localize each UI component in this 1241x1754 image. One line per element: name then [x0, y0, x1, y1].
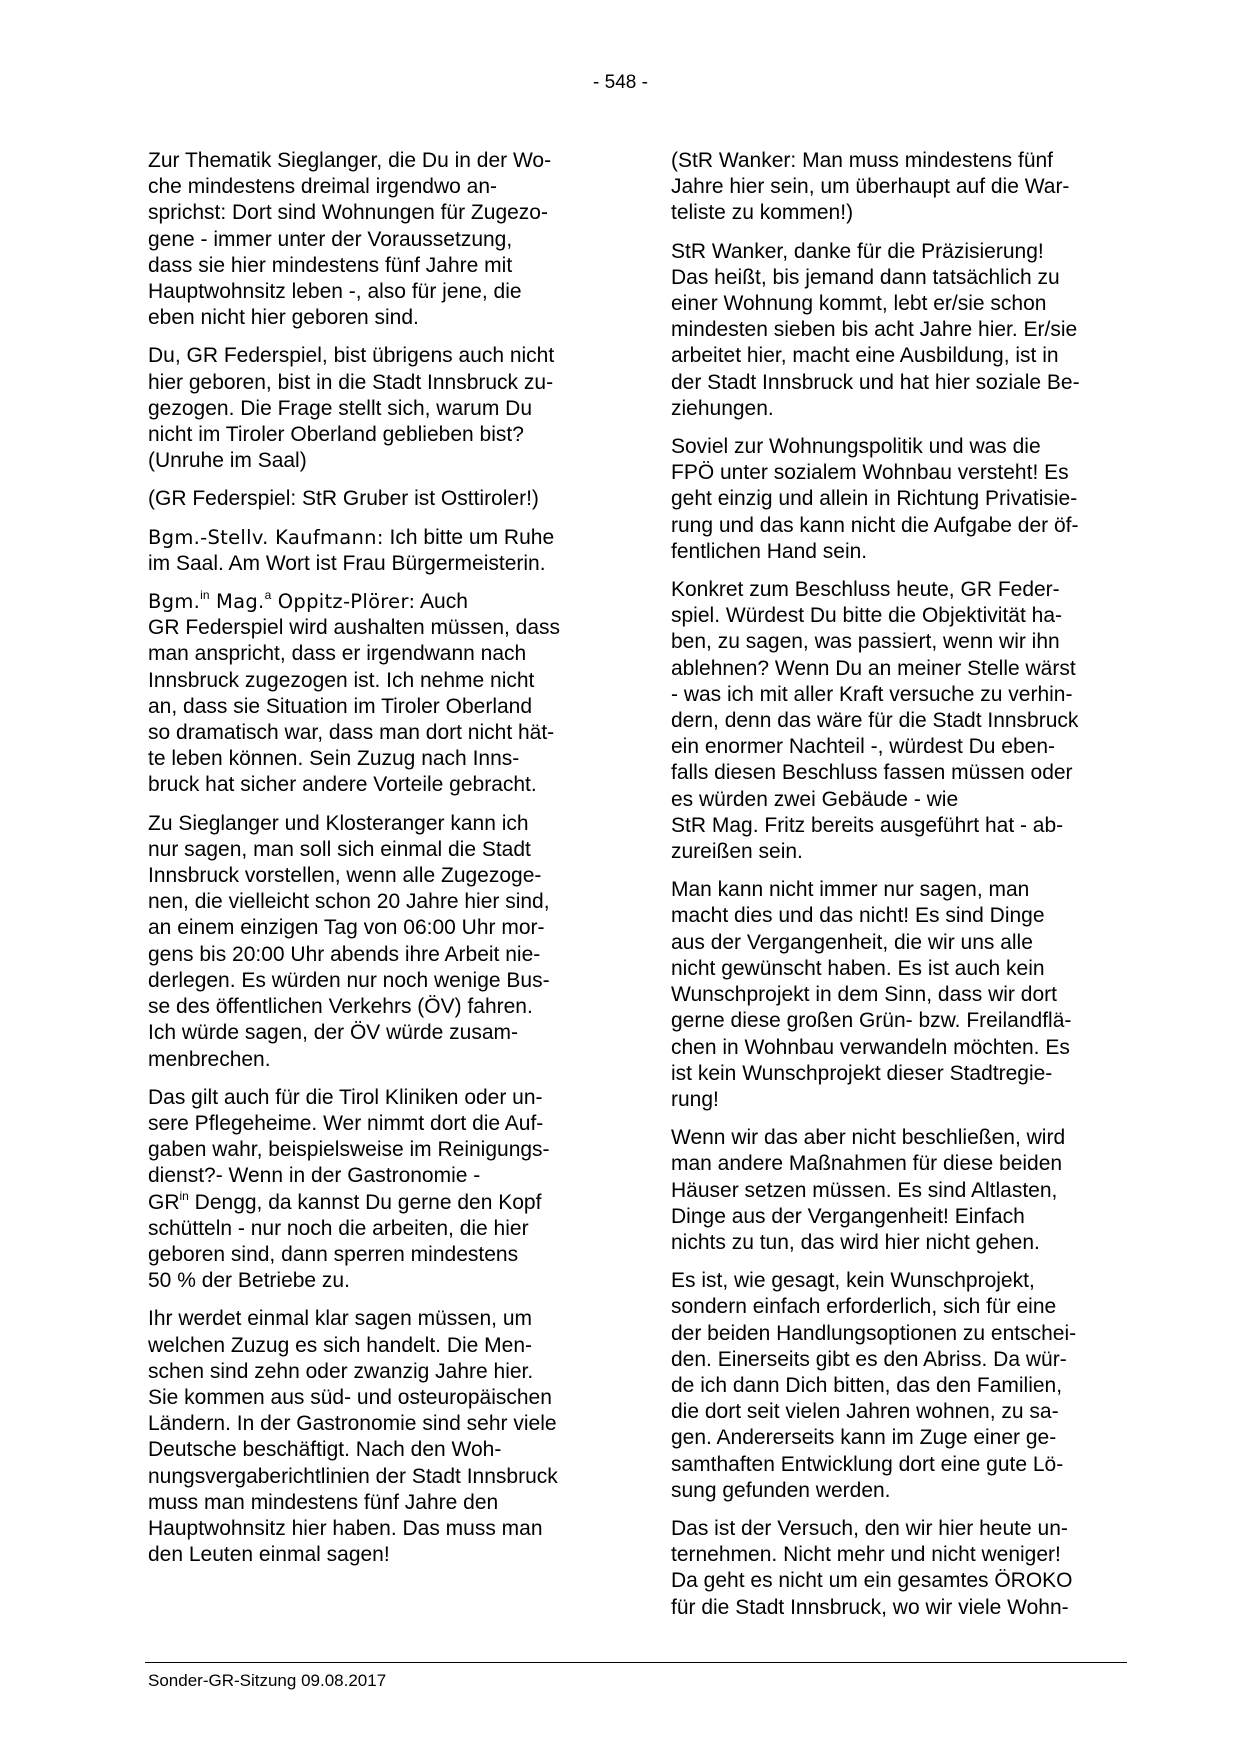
speech-text: Auch GR Federspiel wird aushalten müssen, dass man anspricht, dass er irgendwann nach Innsbruck zugezogen ist. Ich nehme nicht an, dass sie Situation im Tiroler Oberland so dramatisch war, dass man dort nicht hät- te leben können. Sein Zuzug nach Inns- bruck hat sicher andere Vorteile gebracht. [148, 590, 561, 797]
paragraph: Zur Thematik Sieglanger, die Du in der Wo- che mindestens dreimal irgendwo an- sprichst: Dort sind Wohnungen für Zugezo- gene - immer unter der Voraussetzung, dass sie hier mindestens fünf Jahre mit Hauptwohnsitz leben -, also für jene, die eben nicht hier geboren sind. [148, 149, 552, 330]
paragraph: Das ist der Versuch, den wir hier heute un- ternehmen. Nicht mehr und nicht weniger! Da geht es nicht um ein gesamtes ÖROKO für die Stadt Innsbruck, wo wir viele Wohn- [671, 1516, 1073, 1619]
paragraph: StR Wanker, danke für die Präzisierung! Das heißt, bis jemand dann tatsächlich zu einer Wohnung kommt, lebt er/sie schon mindesten sieben bis acht Jahre hier. Er/sie arbeitet hier, macht eine Ausbildung, ist in der Stadt Innsbruck und hat hier soziale Be- ziehungen. [671, 239, 1080, 420]
speaker-paragraph [148, 525, 603, 577]
paragraph: Ihr werdet einmal klar sagen müssen, um welchen Zuzug es sich handelt. Die Men- schen sind zehn oder zwanzig Jahre hier. Sie kommen aus süd- und osteuropäischen Ländern. In der Gastronomie sind sehr viele Deutsche beschäftigt. Nach den Woh- nungsvergaberichtlinien der Stadt Innsbruck muss man mindestens fünf Jahre den Hauptwohnsitz hier haben. Das muss man den Leuten einmal sagen! [148, 1307, 558, 1567]
speaker-name-part: Mag. [209, 590, 265, 614]
paragraph: Konkret zum Beschluss heute, GR Feder- spiel. Würdest Du bitte die Objektivität ha- ben, zu sagen, was passiert, wenn wir ihn ablehnen? Wenn Du an meiner Stelle wärst - was ich mit aller Kraft versuche zu verhin- dern, denn das wäre für die Stadt Innsbruck ein enormer Nachteil -, würdest Du eben- falls diesen Beschluss fassen müssen oder es würden zwei Gebäude - wie StR Mag. Fritz bereits ausgeführt hat - ab- zureißen sein. [671, 578, 1079, 864]
speaker-name-part: Oppitz-Plörer: [271, 590, 416, 614]
paragraph: Es ist, wie gesagt, kein Wunschprojekt, sondern einfach erforderlich, sich für eine der beiden Handlungsoptionen zu entschei- den. Einerseits gibt es den Abriss. Da wür- de ich dann Dich bitten, das den Familien, die dort seit vielen Jahren wohnen, zu sa- gen. Andererseits kann im Zuge einer ge- samthaften Entwicklung dort eine gute Lö- sung gefunden werden. [671, 1269, 1077, 1502]
superscript: in [179, 1188, 189, 1203]
speaker-name-part: Bgm. [148, 590, 201, 614]
speaker-paragraph [148, 589, 603, 799]
paragraph: Zu Sieglanger und Klosteranger kann ich nur sagen, man soll sich einmal die Stadt Innsbruck vorstellen, wenn alle Zugezoge- nen, die vielleicht schon 20 Jahre hier sind, an einem einzigen Tag von 06:00 Uhr mor- gens bis 20:00 Uhr abends ihre Arbeit nie- derlegen. Es würden nur noch wenige Bus- se des öffentlichen Verkehrs (ÖV) fahren. Ich würde sagen, der ÖV würde zusam- menbrechen. [148, 811, 550, 1071]
paragraph [148, 1085, 603, 1295]
footer-divider [145, 1662, 1127, 1663]
paragraph: Soviel zur Wohnungspolitik und was die FPÖ unter sozialem Wohnbau versteht! Es geht einzig und allein in Richtung Privatisie- rung und das kann nicht die Aufgabe der öf- fentlichen Hand sein. [671, 435, 1079, 563]
speaker-name: Bgm.-Stellv. Kaufmann: [148, 525, 384, 549]
left-column [148, 148, 603, 1580]
paragraph: Du, GR Federspiel, bist übrigens auch nicht hier geboren, bist in die Stadt Innsbruck zu- gezogen. Die Frage stellt sich, warum Du nicht im Tiroler Oberland geblieben bist? (Unruhe im Saal) [148, 344, 555, 473]
interjection: (StR Wanker: Man muss mindestens fünf Jahre hier sein, um überhaupt auf die War- teliste zu kommen!) [671, 149, 1070, 225]
footer-session-label: Sonder-GR-Sitzung 09.08.2017 [148, 1671, 387, 1690]
text-part: Das gilt auch für die Tirol Kliniken oder un- sere Pflegeheime. Wer nimmt dort die Auf- gaben wahr, beispielsweise im Reinigungs- dienst?- Wenn in der Gastronomie - GR [148, 1085, 550, 1214]
superscript: in [200, 588, 210, 603]
paragraph: Man kann nicht immer nur sagen, man macht dies und das nicht! Es sind Dinge aus der Vergangenheit, die wir uns alle nicht gewünscht haben. Es ist auch kein Wunschprojekt in dem Sinn, dass wir dort gerne diese großen Grün- bzw. Freilandflä- chen in Wohnbau verwandeln möchten. Es ist kein Wunschprojekt dieser Stadtregie- rung! [671, 878, 1072, 1111]
text-part: Dengg, da kannst Du gerne den Kopf schütteln - nur noch die arbeiten, die hier geboren sind, dann sperren mindestens 50 % der Betriebe zu. [148, 1190, 542, 1293]
speech-text: Ich bitte um Ruhe im Saal. Am Wort ist Frau Bürgermeisterin. [148, 525, 555, 575]
paragraph: Wenn wir das aber nicht beschließen, wird man andere Maßnahmen für diese beiden Häuser setzen müssen. Es sind Altlasten, Dinge aus der Vergangenheit! Einfach nichts zu tun, das wird hier nicht gehen. [671, 1126, 1066, 1254]
page-number: - 548 - [593, 72, 648, 93]
superscript: a [264, 588, 272, 603]
right-column [671, 148, 1126, 1633]
interjection: (GR Federspiel: StR Gruber ist Osttiroler!) [148, 487, 539, 511]
